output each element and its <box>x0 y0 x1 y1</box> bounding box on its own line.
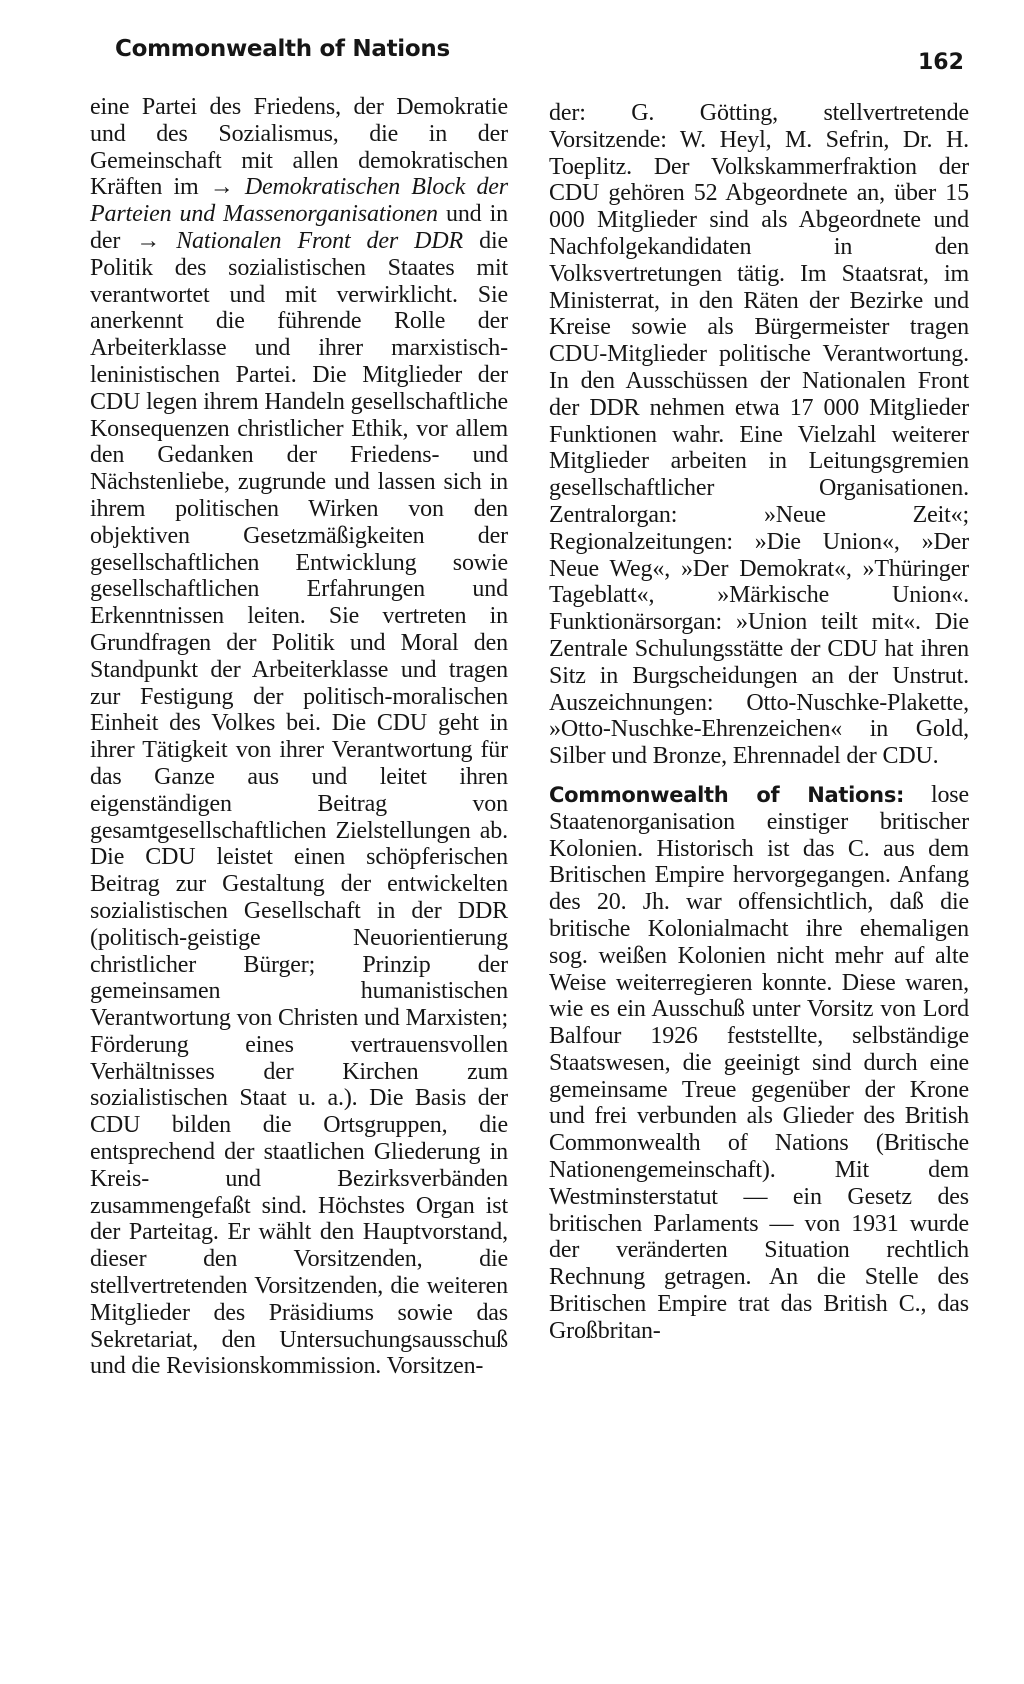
left-column <box>90 94 508 1380</box>
entry-continuation-paragraph <box>90 94 508 1380</box>
running-head: Commonwealth of Nations <box>115 36 450 62</box>
entry-text: lose Staatenorganisation einstiger britischer Kolonien. Historisch ist das C. aus dem Britischen Empire hervorgegangen. Anfang des 20. Jh. war offensichtlich, daß die britische Kolonialmacht ihre ehemaligen sog. weißen Kolonien nicht mehr auf alte Weise weiterregieren konnte. Diese waren, wie es ein Ausschuß unter Vorsitz von Lord Balfour 1926 feststellte, selbständige Staatswesen, die geeinigt sind durch eine gemeinsame Treue gegenüber der Krone und frei verbunden als Glieder des British Commonwealth of Nations (Britische Nationengemeinschaft). Mit dem Westminsterstatut — ein Gesetz des britischen Parlaments — von 1931 wurde der veränderten Situation rechtlich Rechnung getragen. An die Stelle des Britischen Empire trat das British C., das Großbritan- <box>549 781 969 1344</box>
paragraph-text: eine Partei des Friedens, der Demokratie und des Sozialismus, die in der Gemeinschaft mit allen demokratischen Kräften im → <box>90 94 508 201</box>
cross-reference-link[interactable]: Nationalen Front der DDR <box>176 227 464 254</box>
dictionary-entry <box>549 782 969 1345</box>
cross-reference-link[interactable]: Demokratischen Block der Parteien und Massenorganisationen <box>90 174 508 228</box>
page-number: 162 <box>918 50 964 75</box>
entry-headword: Commonwealth of Nations: <box>549 782 905 807</box>
right-column <box>549 100 969 1345</box>
entry-continuation-paragraph: der: G. Götting, stellvertretende Vorsitzende: W. Heyl, M. Sefrin, Dr. H. Toeplitz. Der Volkskammerfraktion der CDU gehören 52 Abgeordnete an, über 15 000 Mitglieder sind als Abgeordnete und Nachfolgekandidaten in den Volksvertretungen tätig. Im Staatsrat, im Ministerrat, in den Räten der Bezirke und Kreise sowie als Bürgermeister tragen CDU-Mitglieder politische Verantwortung. In den Ausschüssen der Nationalen Front der DDR nehmen etwa 17 000 Mitglieder Funktionen wahr. Eine Vielzahl weiterer Mitglieder arbeiten in Leitungsgremien gesellschaftlicher Organisationen. Zentralorgan: »Neue Zeit«; Regionalzeitungen: »Die Union«, »Der Neue Weg«, »Der Demokrat«, »Thüringer Tageblatt«, »Märkische Union«. Funktionärsorgan: »Union teilt mit«. Die Zentrale Schulungsstätte der CDU hat ihren Sitz in Burgscheidungen an der Unstrut. Auszeichnungen: Otto-Nuschke-Plakette, »Otto-Nuschke-Ehrenzeichen« in Gold, Silber und Bronze, Ehrennadel der CDU. <box>549 100 969 770</box>
paragraph-text: die Politik des sozialistischen Staates mit verantwortet und mit verwirklicht. Sie anerkennt die führende Rolle der Arbeiterklasse und ihrer marxistisch-leninistischen Partei. Die Mitglieder der CDU legen ihrem Handeln gesellschaftliche Konsequenzen christlicher Ethik, vor allem den Gedanken der Friedens- und Nächstenliebe, zugrunde und lassen sich in ihrem politischen Wirken von den objektiven Gesetzmäßigkeiten der gesellschaftlichen Entwicklung sowie gesellschaftlichen Erfahrungen und Erkenntnissen leiten. Sie vertreten in Grundfragen der Politik und Moral den Standpunkt der Arbeiterklasse und tragen zur Festigung der politisch-moralischen Einheit des Volkes bei. Die CDU geht in ihrer Tätigkeit von ihrer Verantwortung für das Ganze aus und leitet ihren eigenständigen Beitrag von gesamtgesellschaftlichen Zielstellungen ab. Die CDU leistet einen schöpferischen Beitrag zur Gestaltung der entwickelten sozialistischen Gesellschaft in der DDR (politisch-geistige Neuorientierung christlicher Bürger; Prinzip der gemeinsamen humanistischen Verantwortung von Christen und Marxisten; Förderung eines vertrauensvollen Verhältnisses der Kirchen zum sozialistischen Staat u. a.). Die Basis der CDU bilden die Ortsgruppen, die entsprechend der staatlichen Gliederung in Kreis- und Bezirksverbänden zusammengefaßt sind. Höchstes Organ ist der Parteitag. Er wählt den Hauptvorstand, dieser den Vorsitzenden, die stellvertretenden Vorsitzenden, die weiteren Mitglieder des Präsidiums sowie das Sekretariat, den Untersuchungsausschuß und die Revisionskommission. Vorsitzen- <box>90 227 508 1380</box>
paragraph-text: und in der → <box>90 201 508 254</box>
